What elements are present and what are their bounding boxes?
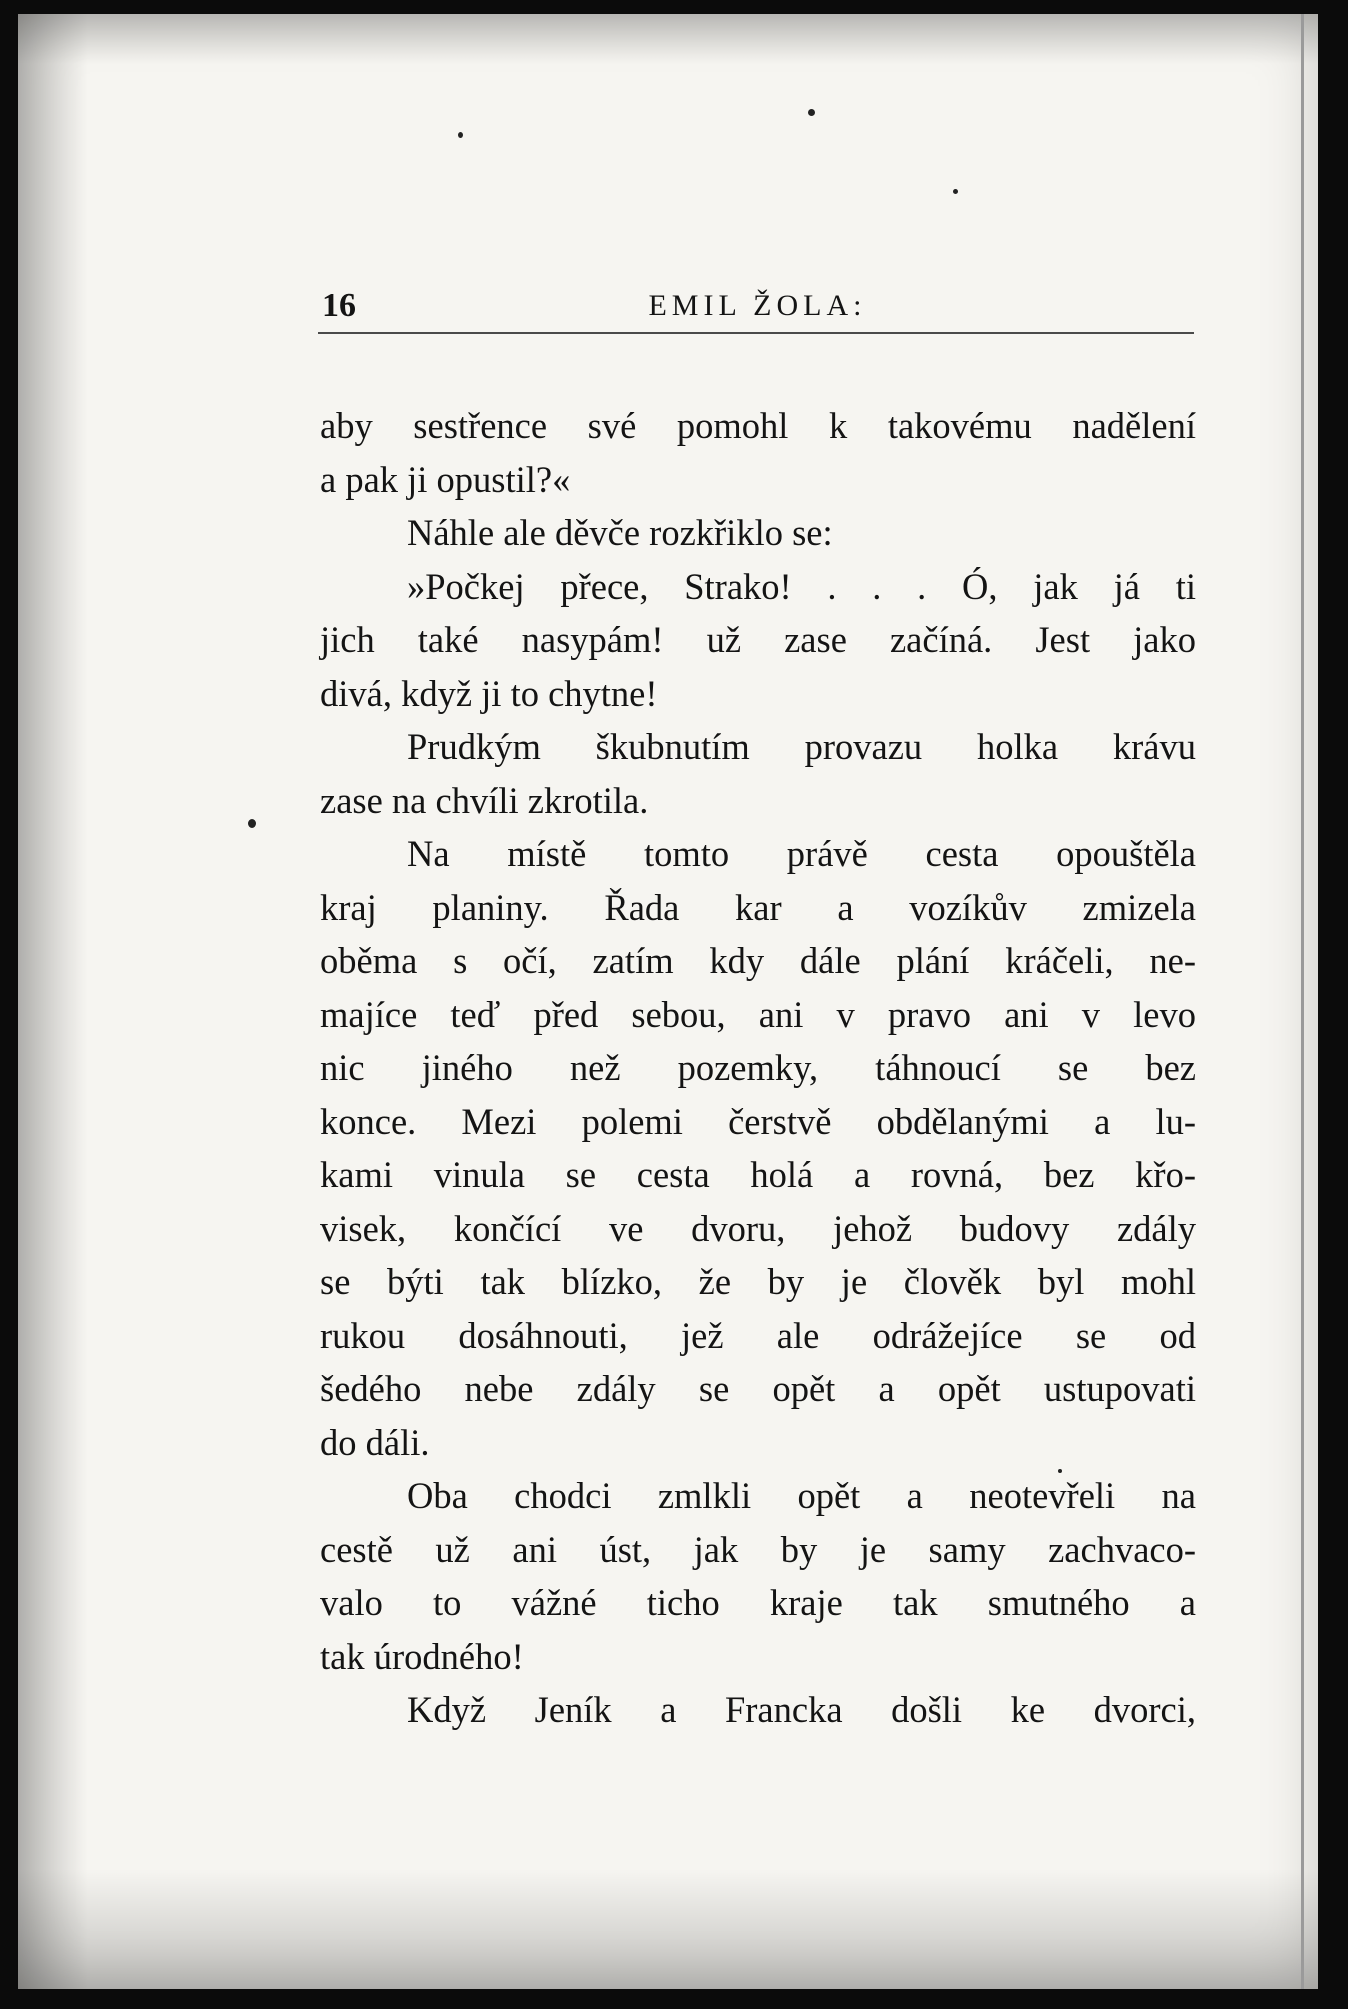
- text-line: tak úrodného!: [320, 1635, 524, 1677]
- text-line: valo to vážné ticho kraje tak smutného a: [320, 1582, 1196, 1623]
- text-line: zase na chvíli zkrotila.: [320, 779, 649, 821]
- page-edge: [1301, 14, 1304, 1989]
- text-line: aby sestřence své pomohl k takovému nadělení: [320, 405, 1196, 446]
- text-line: divá, když ji to chytne!: [320, 672, 658, 714]
- speck: [248, 819, 256, 828]
- page-shadow-top: [18, 14, 1318, 64]
- text-line: oběma s očí, zatím kdy dále plání kráčeli, ne-: [320, 940, 1196, 981]
- text-line: jich také nasypám! už zase začíná. Jest jako: [320, 619, 1196, 660]
- speck: [808, 109, 815, 116]
- running-head: EMIL ŽOLA:: [648, 289, 867, 322]
- text-line: Náhle ale děvče rozkřiklo se:: [407, 512, 833, 553]
- body-text: [320, 399, 1196, 1737]
- text-line: do dáli.: [320, 1421, 430, 1463]
- text-line: kraj planiny. Řada kar a vozíkův zmizela: [320, 886, 1196, 928]
- page-shadow-bottom: [18, 1869, 1318, 1989]
- text-line: a pak ji opustil?«: [320, 458, 571, 500]
- text-line: konce. Mezi polemi čerstvě obdělanými a lu-: [320, 1100, 1196, 1142]
- page-header: [320, 279, 1195, 329]
- text-line: majíce teď před sebou, ani v pravo ani v levo: [320, 993, 1196, 1035]
- text-line: nic jiného než pozemky, táhnoucí se bez: [320, 1047, 1196, 1088]
- text-line: Oba chodci zmlkli opět a neotevřeli na: [407, 1475, 1196, 1516]
- book-page: [18, 14, 1318, 1989]
- text-line: Prudkým škubnutím provazu holka krávu: [407, 726, 1196, 767]
- speck: [953, 189, 958, 194]
- text-line: »Počkej přece, Strako! . . . Ó, jak já ti: [407, 565, 1196, 607]
- text-line: Když Jeník a Francka došli ke dvorci,: [407, 1689, 1196, 1730]
- page-shadow-left: [18, 14, 88, 1989]
- text-line: visek, končící ve dvoru, jehož budovy zdály: [320, 1207, 1196, 1249]
- header-rule: [318, 332, 1194, 334]
- text-line: se býti tak blízko, že by je člověk byl mohl: [320, 1261, 1196, 1302]
- text-line: cestě už ani úst, jak by je samy zachvaco-: [320, 1528, 1196, 1570]
- text-line: Na místě tomto právě cesta opouštěla: [407, 833, 1196, 874]
- page-number: 16: [322, 287, 356, 324]
- text-line: šedého nebe zdály se opět a opět ustupovati: [320, 1368, 1196, 1409]
- text-line: rukou dosáhnouti, jež ale odrážejíce se od: [320, 1314, 1196, 1356]
- speck: [458, 132, 463, 138]
- text-line: kami vinula se cesta holá a rovná, bez křo-: [320, 1154, 1196, 1195]
